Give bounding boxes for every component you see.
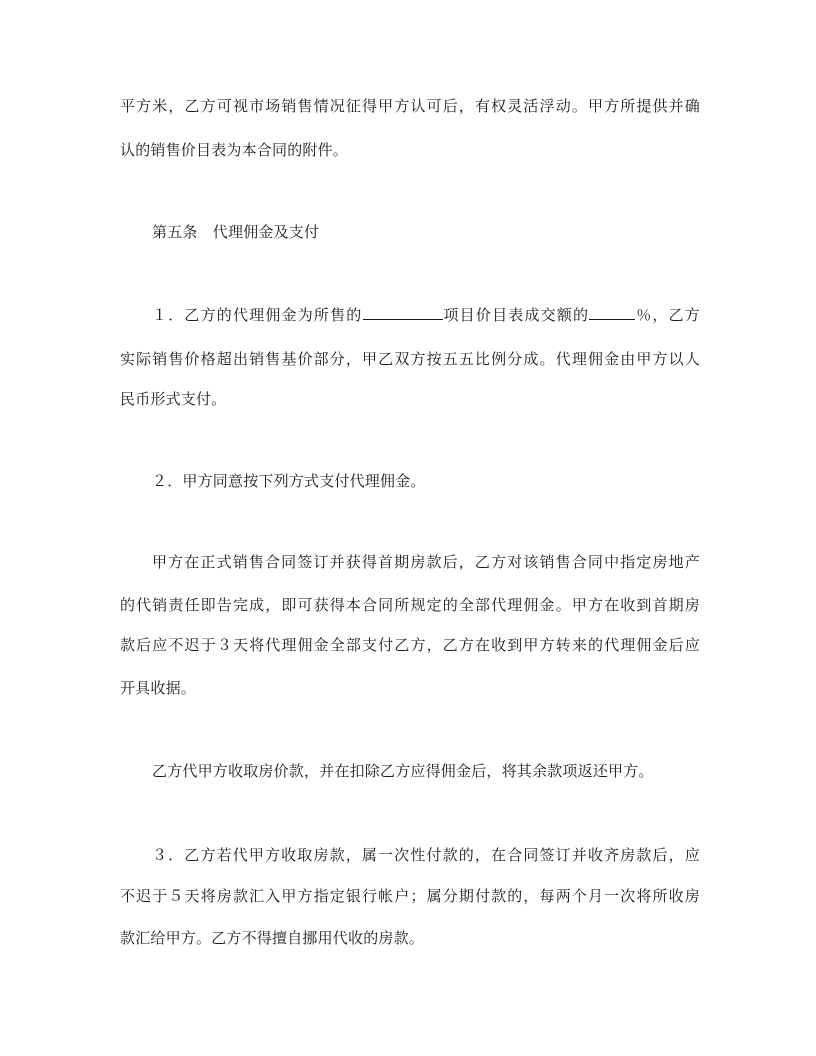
paragraph-line: 实际销售价格超出销售基价部分，甲乙双方按五五比例分成。代理佣金由甲方以人 bbox=[120, 350, 700, 368]
article-heading: 第五条 代理佣金及支付 bbox=[152, 223, 320, 241]
paragraph-line: 的代销责任即告完成，即可获得本合同所规定的全部代理佣金。甲方在收到首期房 bbox=[120, 596, 700, 614]
paragraph-line: 认的销售价目表为本合同的附件。 bbox=[120, 141, 349, 159]
paragraph-line: 甲方在正式销售合同签订并获得首期房款后，乙方对该销售合同中指定房地产 bbox=[152, 553, 700, 571]
percent-blank[interactable] bbox=[589, 305, 635, 320]
clause-line: ２．甲方同意按下列方式支付代理佣金。 bbox=[152, 472, 426, 490]
paragraph-line: 民币形式支付。 bbox=[120, 390, 227, 408]
paragraph-line: 开具收据。 bbox=[120, 679, 197, 697]
paragraph-line: 不迟于５天将房款汇入甲方指定银行帐户；属分期付款的，每两个月一次将所收房 bbox=[120, 887, 700, 905]
paragraph-line: 款汇给甲方。乙方不得擅自挪用代收的房款。 bbox=[120, 929, 425, 947]
project-blank[interactable] bbox=[363, 305, 443, 320]
commission-text-1: １．乙方的代理佣金为所售的 bbox=[152, 306, 363, 324]
commission-line bbox=[152, 305, 700, 325]
commission-text-2: 项目价目表成交额的 bbox=[442, 306, 590, 324]
clause-line: ３．乙方若代甲方收取房款，属一次性付款的，在合同签订并收齐房款后，应 bbox=[152, 846, 700, 864]
paragraph-line: 平方米，乙方可视市场销售情况征得甲方认可后，有权灵活浮动。甲方所提供并确 bbox=[120, 97, 700, 115]
commission-text-3: ％，乙方 bbox=[635, 306, 700, 324]
paragraph-line: 款后应不迟于３天将代理佣金全部支付乙方，乙方在收到甲方转来的代理佣金后应 bbox=[120, 636, 700, 654]
paragraph-line: 乙方代甲方收取房价款，并在扣除乙方应得佣金后，将其余款项返还甲方。 bbox=[152, 762, 654, 780]
